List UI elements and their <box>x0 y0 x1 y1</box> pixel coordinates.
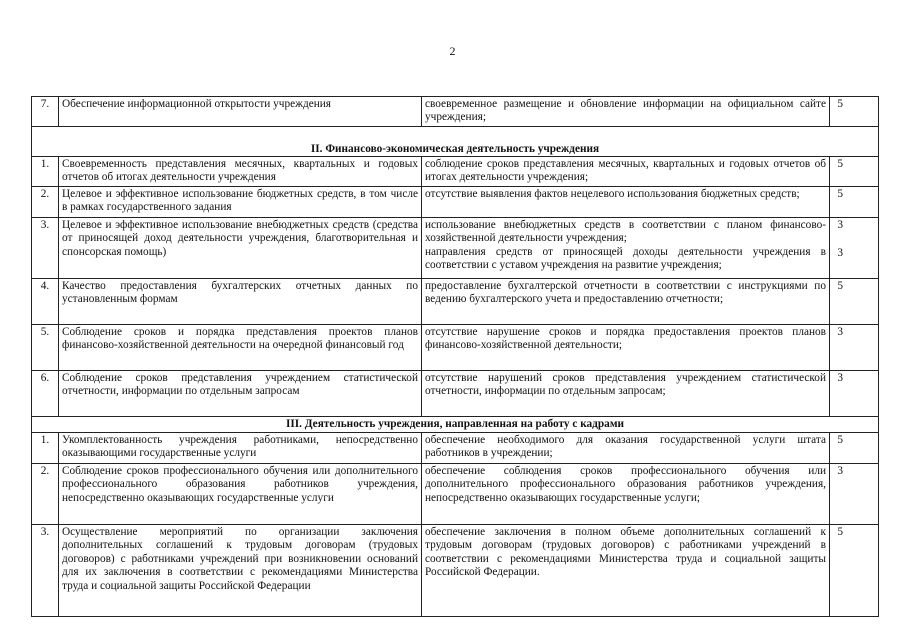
page-number: 2 <box>449 44 456 58</box>
points-cell <box>830 371 879 417</box>
row-number: 1. <box>32 433 59 464</box>
criterion-cell: Целевое и эффективное использование бюджетных средств, в том числе в рамках государственного задания <box>59 187 422 218</box>
points-cell <box>830 157 879 187</box>
row-number: 2. <box>32 187 59 218</box>
points-cell <box>830 433 879 464</box>
table-row <box>32 371 879 417</box>
table-row <box>32 464 879 525</box>
table-row <box>32 325 879 371</box>
section-title: II. Финансово-экономическая деятельность учреждения <box>32 143 879 157</box>
criterion-cell: Соблюдение сроков профессионального обучения или дополнительного профессионального образования работников учреждения, непосредственно оказывающих государственные услуги <box>59 464 422 525</box>
points-cell <box>830 464 879 525</box>
criterion-cell: Обеспечение информационной открытости учреждения <box>59 97 422 127</box>
indicator-cell: соблюдение сроков представления месячных, квартальных и годовых отчетов об итогах деятельности учреждения; <box>422 157 830 187</box>
indicator-cell: обеспечение необходимого для оказания государственной услуги штата работников в учреждении; <box>422 433 830 464</box>
table-row <box>32 157 879 187</box>
indicator-cell: отсутствие нарушение сроков и порядка предоставления проектов планов финансово-хозяйственной деятельности; <box>422 325 830 371</box>
row-number: 6. <box>32 371 59 417</box>
points-value: 5 <box>837 434 843 446</box>
indicator-cell: обеспечение заключения в полном объеме дополнительных соглашений к трудовым договорам (трудовых договоров) с работниками учреждений в соответствии с рекомендациями Министерства труда и социальной защиты Российской Федерации. <box>422 525 830 617</box>
indicator-text: использование внебюджетных средств в соответствии с планом финансово-хозяйственной деятельности учреждения; <box>425 219 826 245</box>
row-number: 2. <box>32 464 59 525</box>
row-number: 7. <box>32 97 59 127</box>
row-number: 3. <box>32 525 59 617</box>
row-number: 4. <box>32 279 59 325</box>
criterion-cell: Укомплектованность учреждения работниками, непосредственно оказывающими государственные услуги <box>59 433 422 464</box>
row-number: 5. <box>32 325 59 371</box>
table-row <box>32 433 879 464</box>
table-row <box>32 279 879 325</box>
points-cell <box>830 325 879 371</box>
points-value: 5 <box>837 280 843 292</box>
criterion-cell: Соблюдение сроков представления учреждением статистической отчетности, информации по отдельным запросам <box>59 371 422 417</box>
indicator-cell <box>422 218 830 279</box>
points-cell <box>830 97 879 127</box>
indicator-cell: своевременное размещение и обновление информации на официальном сайте учреждения; <box>422 97 830 127</box>
section-header-row <box>32 417 879 433</box>
points-value: 3 <box>837 465 843 477</box>
criterion-cell: Соблюдение сроков и порядка представления проектов планов финансово-хозяйственной деятельности на очередной финансовый год <box>59 325 422 371</box>
indicator-cell: обеспечение соблюдения сроков профессионального обучения или дополнительного профессионального образования работников учреждения, непосредственно оказывающих государственные услуги; <box>422 464 830 525</box>
criterion-cell: Своевременность представления месячных, квартальных и годовых отчетов об итогах деятельности учреждения <box>59 157 422 187</box>
table-row <box>32 218 879 279</box>
criterion-cell: Целевое и эффективное использование внебюджетных средств (средства от приносящей доход деятельности учреждения, благотворительная и спонсорская помощь) <box>59 218 422 279</box>
criteria-table <box>31 96 879 617</box>
points-value: 3 <box>837 326 843 338</box>
indicator-cell: предоставление бухгалтерской отчетности в соответствии с инструкциями по ведению бухгалтерского учета и предоставлению отчетности; <box>422 279 830 325</box>
points-value: 5 <box>837 526 843 538</box>
section-header-row <box>32 143 879 157</box>
blank-row <box>32 127 879 143</box>
table-row <box>32 525 879 617</box>
indicator-cell: отсутствие выявления фактов нецелевого использования бюджетных средств; <box>422 187 830 218</box>
points-cell <box>830 218 879 279</box>
row-number: 3. <box>32 218 59 279</box>
points-value: 5 <box>837 98 843 110</box>
points-value: 5 <box>837 158 843 170</box>
criterion-cell: Качество предоставления бухгалтерских отчетных данных по установленным формам <box>59 279 422 325</box>
indicator-cell: отсутствие нарушений сроков представления учреждением статистической отчетности, информации по отдельным запросам; <box>422 371 830 417</box>
table-row <box>32 187 879 218</box>
points-value: 3 <box>837 372 843 384</box>
row-number: 1. <box>32 157 59 187</box>
points-value: 5 <box>837 188 843 200</box>
indicator-text: направления средств от приносящей доходы деятельности учреждения в соответствии с уставом учреждения на развитие учреждения; <box>425 245 826 272</box>
points-value: 3 <box>837 219 843 231</box>
table-row <box>32 97 879 127</box>
points-cell <box>830 279 879 325</box>
points-cell <box>830 525 879 617</box>
criterion-cell: Осуществление мероприятий по организации заключения дополнительных соглашений к трудовым договорам (трудовых договоров) с работниками учреждений при возникновении оснований для их заключения в соответствии с рекомендациями Министерства труда и социальной защиты Российской Федерации <box>59 525 422 617</box>
points-cell <box>830 187 879 218</box>
points-value: 3 <box>837 247 843 260</box>
section-title: III. Деятельность учреждения, направленная на работу с кадрами <box>32 417 879 433</box>
